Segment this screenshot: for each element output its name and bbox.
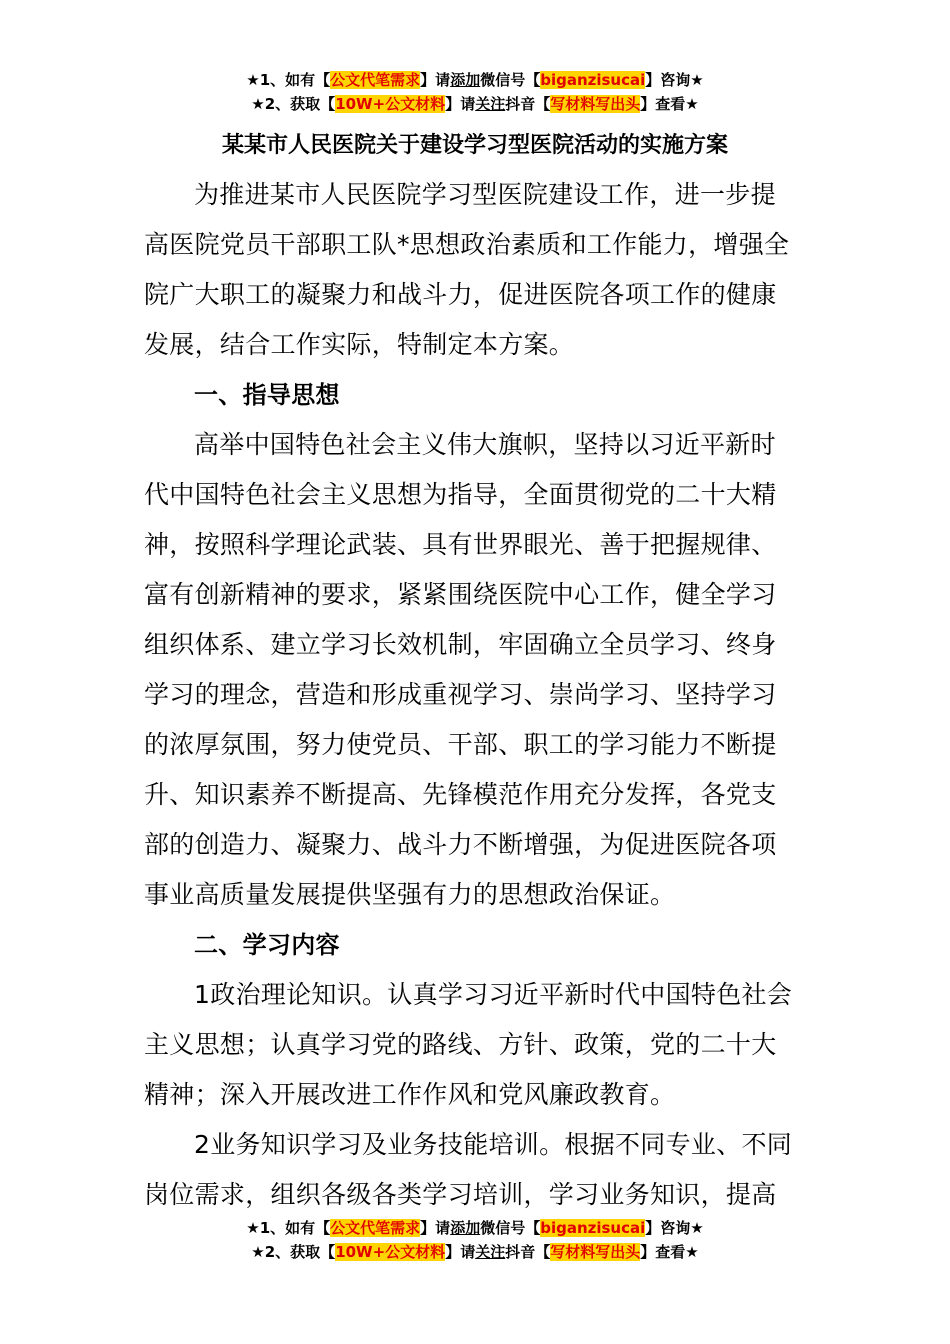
text-line: 升、知识素养不断提高、先锋模范作用充分发挥，各党支 [144,780,777,809]
text-line: 高医院党员干部职工队*思想政治素质和工作能力，增强全 [144,230,790,259]
promo-line-2: ★2、获取【10W+公文材料】请关注抖音【写材料写出头】查看★ [251,1243,699,1261]
text-line: 为推进某市人民医院学习型医院建设工作，进一步提 [194,180,776,209]
promo-line-1: ★1、如有【公文代笔需求】请添加微信号【biganzisucai】咨询★ [246,1219,704,1237]
promo-line-1: ★1、如有【公文代笔需求】请添加微信号【biganzisucai】咨询★ [246,71,704,89]
text-line: 的浓厚氛围，努力使党员、干部、职工的学习能力不断提 [144,730,777,759]
text-line: 主义思想；认真学习党的路线、方针、政策，党的二十大 [144,1030,777,1059]
text-line: 院广大职工的凝聚力和战斗力，促进医院各项工作的健康 [144,280,777,309]
wechat-id: biganzisucai [540,1219,646,1237]
promo-banner-bottom [0,1216,950,1264]
text-line: 富有创新精神的要求，紧紧围绕医院中心工作，健全学习 [144,580,777,609]
text-line: 岗位需求，组织各级各类学习培训，学习业务知识，提高 [144,1180,777,1209]
text-line: 事业高质量发展提供坚强有力的思想政治保证。 [144,880,676,909]
section-heading: 一、指导思想 [194,381,340,409]
section-heading: 二、学习内容 [194,931,340,959]
highlight-text: 10W+公文材料 [335,1243,446,1261]
document-title: 某某市人民医院关于建设学习型医院活动的实施方案 [221,133,728,158]
document-body [144,170,806,1220]
text-line: 精神；深入开展改进工作作风和党风廉政教育。 [144,1080,676,1109]
promo-banner-top [0,68,950,116]
highlight-text: 公文代笔需求 [330,71,421,89]
text-line: 2业务知识学习及业务技能培训。根据不同专业、不同 [194,1130,793,1159]
promo-line-2: ★2、获取【10W+公文材料】请关注抖音【写材料写出头】查看★ [251,95,699,113]
text-line: 神，按照科学理论武装、具有世界眼光、善于把握规律、 [144,530,777,559]
highlight-text: 公文代笔需求 [330,1219,421,1237]
text-line: 高举中国特色社会主义伟大旗帜，坚持以习近平新时 [194,430,776,459]
text-line: 发展，结合工作实际，特制定本方案。 [144,330,575,359]
text-line: 部的创造力、凝聚力、战斗力不断增强，为促进医院各项 [144,830,777,859]
douyin-account: 写材料写出头 [550,1243,641,1261]
text-line: 代中国特色社会主义思想为指导，全面贯彻党的二十大精 [144,480,777,509]
text-line: 学习的理念，营造和形成重视学习、崇尚学习、坚持学习 [144,680,777,709]
wechat-id: biganzisucai [540,71,646,89]
text-line: 组织体系、建立学习长效机制，牢固确立全员学习、终身 [144,630,777,659]
douyin-account: 写材料写出头 [550,95,641,113]
highlight-text: 10W+公文材料 [335,95,446,113]
text-line: 1政治理论知识。认真学习习近平新时代中国特色社会 [194,980,793,1009]
